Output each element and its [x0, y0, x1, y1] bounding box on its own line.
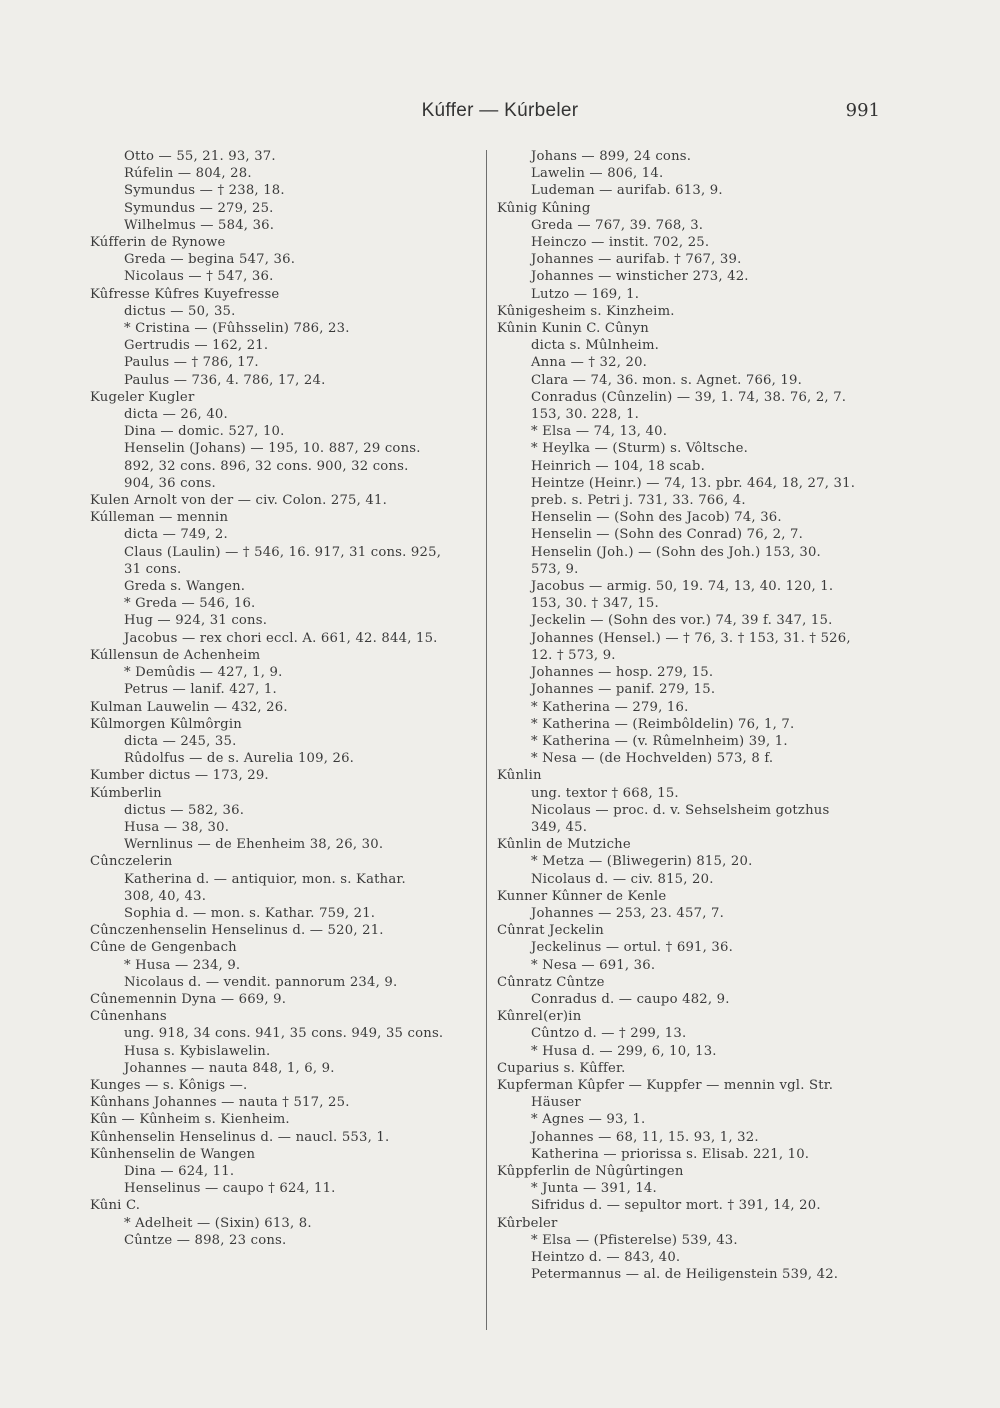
index-subentry: Wernlinus — de Ehenheim 38, 26, 30. [124, 837, 384, 853]
index-subentry: Johannes — aurifab. † 767, 39. [531, 252, 742, 268]
index-subentry: Henselinus — caupo † 624, 11. [124, 1181, 336, 1197]
index-entry: Kûnin Kunin C. Cûnyn [497, 321, 649, 337]
index-entry: Kûnhenselin Henselinus d. — naucl. 553, 1. [90, 1129, 390, 1145]
index-subentry: Rúfelin — 804, 28. [124, 166, 252, 182]
index-subentry: * Cristina — (Fûhsselin) 786, 23. [124, 321, 350, 337]
index-subentry: 153, 30. † 347, 15. [531, 596, 659, 612]
index-entry: Kûlmorgen Kûlmôrgin [90, 716, 242, 732]
page-number: 991 [845, 100, 880, 121]
index-subentry: Jacobus — armig. 50, 19. 74, 13, 40. 120, 1. [531, 579, 834, 595]
index-subentry: * Elsa — 74, 13, 40. [531, 424, 668, 440]
index-entry: Kûppferlin de Nûgûrtingen [497, 1163, 684, 1179]
index-entry: Kúllensun de Achenheim [90, 647, 261, 663]
index-subentry: dicta s. Mûlnheim. [531, 338, 660, 354]
index-entry: Kûnlin [497, 768, 542, 784]
index-subentry: Paulus — † 786, 17. [124, 355, 259, 371]
index-subentry: Johans — 899, 24 cons. [531, 149, 692, 164]
index-subentry: Heinczo — instit. 702, 25. [531, 235, 710, 251]
index-subentry: Otto — 55, 21. 93, 37. [124, 149, 276, 164]
index-subentry: 573, 9. [531, 561, 579, 577]
index-subentry: * Junta — 391, 14. [531, 1181, 657, 1197]
index-subentry: Sifridus d. — sepultor mort. † 391, 14, 20. [531, 1198, 821, 1214]
index-subentry: * Husa — 234, 9. [124, 957, 241, 973]
index-entry: Cûnemennin Dyna — 669, 9. [90, 991, 287, 1007]
index-subentry: Ludeman — aurifab. 613, 9. [531, 183, 723, 199]
index-subentry: * Agnes — 93, 1. [531, 1112, 646, 1128]
index-entry: Kúfferin de Rynowe [90, 235, 226, 251]
index-subentry: dicta — 749, 2. [124, 527, 228, 543]
index-subentry: 153, 30. 228, 1. [531, 407, 640, 423]
index-subentry: Symundus — † 238, 18. [124, 183, 285, 199]
index-subentry: 904, 36 cons. [124, 475, 216, 491]
index-subentry: * Husa d. — 299, 6, 10, 13. [531, 1043, 717, 1059]
index-entry: Kumber dictus — 173, 29. [90, 768, 269, 784]
index-entry: Kûnrel(er)in [497, 1009, 582, 1025]
index-subentry: preb. s. Petri j. 731, 33. 766, 4. [531, 493, 746, 509]
index-subentry: Petrus — lanif. 427, 1. [124, 682, 277, 698]
index-subentry: Gertrudis — 162, 21. [124, 338, 269, 354]
index-subentry: Jeckelinus — ortul. † 691, 36. [531, 940, 733, 956]
index-entry: Kûnlin de Mutziche [497, 837, 631, 853]
index-subentry: dictus — 50, 35. [124, 303, 236, 319]
index-subentry: Cûntzo d. — † 299, 13. [531, 1026, 687, 1042]
index-subentry: Heintzo d. — 843, 40. [531, 1250, 681, 1265]
index-subentry: dictus — 582, 36. [124, 802, 245, 818]
index-subentry: Johannes (Hensel.) — † 76, 3. † 153, 31. † 526, [531, 630, 851, 646]
index-subentry: Henselin — (Sohn des Conrad) 76, 2, 7. [531, 527, 803, 543]
index-subentry: * Heylka — (Sturm) s. Vôltsche. [531, 441, 749, 457]
index-subentry: Johannes — winsticher 273, 42. [531, 269, 749, 285]
index-subentry: Nicolaus — proc. d. v. Sehselsheim gotzhus [531, 802, 830, 818]
index-column-right [497, 148, 887, 1283]
index-subentry: Henselin — (Sohn des Jacob) 74, 36. [531, 510, 782, 526]
index-subentry: 892, 32 cons. 896, 32 cons. 900, 32 cons. [124, 458, 409, 474]
index-subentry: Henselin (Johans) — 195, 10. 887, 29 cons. [124, 441, 421, 457]
index-subentry: Greda — begina 547, 36. [124, 252, 296, 268]
index-subentry: * Demûdis — 427, 1, 9. [124, 665, 283, 681]
index-subentry: * Katherina — (Reimbôldelin) 76, 1, 7. [531, 716, 795, 732]
index-subentry: Sophia d. — mon. s. Kathar. 759, 21. [124, 905, 376, 921]
index-subentry: Katherina d. — antiquior, mon. s. Kathar. [124, 871, 406, 887]
index-entry: Cûnrat Jeckelin [497, 923, 604, 939]
index-subentry: Johannes — 253, 23. 457, 7. [531, 905, 724, 921]
index-entry: Kunges — s. Kônigs —. [90, 1077, 248, 1093]
index-subentry: Paulus — 736, 4. 786, 17, 24. [124, 372, 326, 388]
index-entry: Kûn — Kûnheim s. Kienheim. [90, 1112, 290, 1128]
index-subentry: Cûntze — 898, 23 cons. [124, 1232, 287, 1248]
index-subentry: Conradus d. — caupo 482, 9. [531, 991, 730, 1007]
index-subentry: 349, 45. [531, 819, 588, 835]
index-entry: Cûnczenhenselin Henselinus d. — 520, 21. [90, 923, 384, 939]
index-entry: Cûnenhans [90, 1009, 167, 1025]
index-subentry: * Elsa — (Pfisterelse) 539, 43. [531, 1232, 738, 1248]
index-subentry: 308, 40, 43. [124, 888, 207, 904]
index-subentry: dicta — 26, 40. [124, 407, 228, 423]
page-header [120, 100, 880, 130]
running-title: Kúffer — Kúrbeler [421, 100, 579, 121]
index-subentry: Anna — † 32, 20. [531, 355, 648, 371]
index-entry: Kûnhans Johannes — nauta † 517, 25. [90, 1095, 350, 1111]
index-subentry: Nicolaus d. — civ. 815, 20. [531, 871, 714, 887]
index-subentry: Dina — 624, 11. [124, 1163, 235, 1179]
index-entry: Kugeler Kugler [90, 389, 195, 405]
index-subentry: Nicolaus — † 547, 36. [124, 269, 274, 285]
index-subentry: Heinrich — 104, 18 scab. [531, 458, 705, 474]
index-entry: Cuparius s. Kûffer. [497, 1060, 626, 1076]
index-subentry: Häuser [531, 1095, 581, 1111]
index-subentry: 31 cons. [124, 561, 182, 577]
index-subentry: Hug — 924, 31 cons. [124, 613, 268, 629]
index-subentry: Greda s. Wangen. [124, 579, 246, 595]
index-subentry: Clara — 74, 36. mon. s. Agnet. 766, 19. [531, 372, 802, 388]
index-subentry: Husa — 38, 30. [124, 819, 230, 835]
index-column-left [90, 148, 475, 1249]
index-subentry: Lawelin — 806, 14. [531, 166, 664, 182]
index-subentry: Wilhelmus — 584, 36. [124, 217, 275, 233]
index-entry: Kûnig Kûning [497, 200, 591, 216]
index-subentry: * Metza — (Bliwegerin) 815, 20. [531, 854, 753, 870]
index-subentry: Greda — 767, 39. 768, 3. [531, 217, 704, 233]
index-subentry: Dina — domic. 527, 10. [124, 424, 285, 440]
index-subentry: Claus (Laulin) — † 546, 16. 917, 31 cons. 925, [124, 544, 442, 560]
index-subentry: Symundus — 279, 25. [124, 200, 274, 216]
index-subentry: * Katherina — 279, 16. [531, 699, 689, 715]
index-entry: Kûni C. [90, 1198, 141, 1214]
index-subentry: Conradus (Cûnzelin) — 39, 1. 74, 38. 76, 2, 7. [531, 389, 847, 405]
index-subentry: Johannes — 68, 11, 15. 93, 1, 32. [531, 1129, 759, 1145]
index-subentry: Lutzo — 169, 1. [531, 286, 640, 302]
index-entry: Kúmberlin [90, 785, 162, 801]
index-subentry: * Nesa — (de Hochvelden) 573, 8 f. [531, 751, 774, 767]
index-entry: Kûrbeler [497, 1215, 558, 1231]
index-subentry: * Adelheit — (Sixin) 613, 8. [124, 1215, 312, 1231]
index-entry: Cûnratz Cûntze [497, 974, 605, 990]
index-subentry: Jeckelin — (Sohn des vor.) 74, 39 f. 347, 15. [531, 613, 833, 629]
index-entry: Kûnhenselin de Wangen [90, 1146, 256, 1162]
index-subentry: * Greda — 546, 16. [124, 596, 256, 612]
index-entry: Cûnczelerin [90, 854, 173, 870]
index-entry: Kunner Kûnner de Kenle [497, 888, 667, 904]
index-subentry: * Nesa — 691, 36. [531, 957, 656, 973]
index-entry: Cûne de Gengenbach [90, 940, 237, 956]
index-subentry: Johannes — panif. 279, 15. [531, 682, 716, 698]
index-subentry: ung. textor † 668, 15. [531, 785, 679, 801]
index-subentry: 12. † 573, 9. [531, 647, 616, 663]
index-subentry: Petermannus — al. de Heiligenstein 539, 42. [531, 1267, 839, 1283]
index-subentry: Johannes — nauta 848, 1, 6, 9. [124, 1060, 335, 1076]
index-subentry: Katherina — priorissa s. Elisab. 221, 10. [531, 1146, 810, 1162]
index-entry: Kupferman Kûpfer — Kuppfer — mennin vgl. Str. [497, 1077, 834, 1093]
index-subentry: Jacobus — rex chori eccl. A. 661, 42. 844, 15. [124, 630, 438, 646]
index-subentry: Rûdolfus — de s. Aurelia 109, 26. [124, 751, 355, 767]
index-subentry: Heintze (Heinr.) — 74, 13. pbr. 464, 18, 27, 31. [531, 475, 856, 491]
index-entry: Kulen Arnolt von der — civ. Colon. 275, 41. [90, 493, 387, 509]
index-entry: Kûnigesheim s. Kinzheim. [497, 303, 675, 319]
index-subentry: Johannes — hosp. 279, 15. [531, 665, 714, 681]
index-subentry: Husa s. Kybislawelin. [124, 1043, 271, 1059]
index-entry: Kulman Lauwelin — 432, 26. [90, 699, 288, 715]
index-entry: Kúlleman — mennin [90, 510, 229, 526]
index-subentry: Nicolaus d. — vendit. pannorum 234, 9. [124, 974, 398, 990]
index-entry: Kûfresse Kûfres Kuyefresse [90, 286, 280, 302]
index-subentry: * Katherina — (v. Rûmelnheim) 39, 1. [531, 733, 788, 749]
index-subentry: ung. 918, 34 cons. 941, 35 cons. 949, 35 cons. [124, 1026, 444, 1042]
column-divider [486, 150, 487, 1330]
index-subentry: dicta — 245, 35. [124, 733, 237, 749]
index-subentry: Henselin (Joh.) — (Sohn des Joh.) 153, 30. [531, 544, 821, 560]
